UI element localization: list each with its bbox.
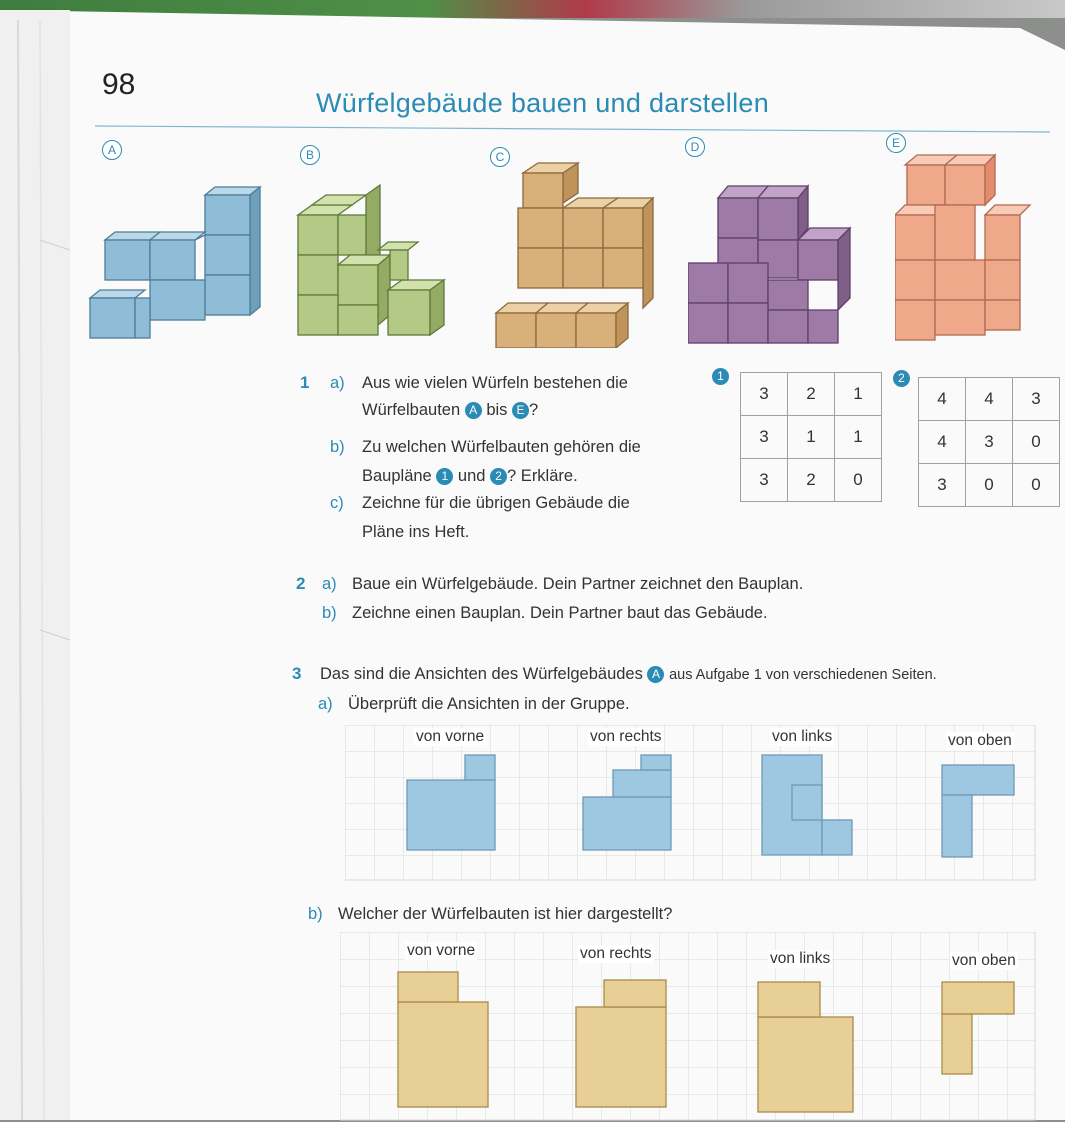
- views-grid-a: [345, 725, 1045, 885]
- task-1-number: 1: [300, 373, 310, 392]
- plan-cell: 3: [966, 421, 1013, 464]
- task-1a-mid: bis: [486, 401, 508, 419]
- view-b-left-label: von links: [770, 950, 831, 967]
- view-b-top-stem: [942, 1014, 972, 1074]
- task-2b-text: Zeichne einen Bauplan. Dein Partner baut das Gebäude.: [352, 604, 768, 622]
- task-1a-pre: Würfelbauten: [362, 401, 461, 419]
- plan-row: [919, 378, 1060, 421]
- plan-cell: 3: [741, 373, 788, 416]
- view-b-front-label: von vorne: [407, 942, 476, 959]
- plan-cell: 2: [788, 459, 835, 502]
- plan-cell: 3: [919, 464, 966, 507]
- view-a-right-top: [613, 770, 671, 797]
- task-1c-mark: c): [330, 494, 344, 512]
- plan-cell: 4: [919, 378, 966, 421]
- view-b-top-label: von oben: [952, 952, 1016, 969]
- building-label-a: A: [102, 140, 122, 160]
- task-3b-text: Welcher der Würfelbauten ist hier dargestellt?: [338, 905, 673, 923]
- views-grid-b: [340, 932, 1040, 1122]
- plan-cell: 0: [966, 464, 1013, 507]
- plan-1-badge: 1: [712, 368, 729, 385]
- ref-a-badge-task3: A: [647, 666, 664, 683]
- cube-building-c: [488, 148, 668, 348]
- plan-row: [919, 464, 1060, 507]
- task-1a-end: ?: [529, 401, 539, 419]
- plan-2-grid: [918, 377, 1060, 507]
- view-b-left-top: [758, 982, 820, 1017]
- view-a-left-step: [822, 820, 852, 855]
- view-b-top-bar: [942, 982, 1014, 1014]
- task-1b-end: ? Erkläre.: [507, 467, 578, 485]
- task-2-number: 2: [296, 574, 306, 593]
- task-1a-line1: Aus wie vielen Würfeln bestehen die: [362, 374, 628, 392]
- view-a-front-label: von vorne: [416, 728, 485, 745]
- ref-a-badge: A: [465, 402, 482, 419]
- task-3-intro-post: aus Aufgabe 1 von verschiedenen Seiten.: [669, 667, 937, 683]
- plan-cell: 0: [1013, 421, 1060, 464]
- plan-cell: 3: [741, 459, 788, 502]
- cube-building-a: [85, 175, 285, 345]
- view-b-front-top: [398, 972, 458, 1002]
- book-page: [0, 10, 1065, 1120]
- plan-cell: 4: [919, 421, 966, 464]
- task-1c-line2: Pläne ins Heft.: [362, 523, 470, 541]
- view-b-right-label: von rechts: [580, 945, 652, 962]
- view-b-left-main: [758, 1017, 853, 1112]
- ref-plan-2-badge: 2: [490, 468, 507, 485]
- view-a-top-shape: [942, 765, 1014, 795]
- page-title: Würfelgebäude bauen und darstellen: [316, 88, 770, 118]
- building-label-e: E: [886, 133, 906, 153]
- task-1b-line1: Zu welchen Würfelbauten gehören die: [362, 438, 641, 456]
- view-b-right-main: [576, 1007, 666, 1107]
- plan-1-grid: [740, 372, 882, 502]
- task-1a-line2: [362, 401, 538, 420]
- plan-cell: 4: [966, 378, 1013, 421]
- plan-cell: 1: [835, 373, 882, 416]
- plan-cell: 2: [788, 373, 835, 416]
- task-3-intro: [320, 665, 937, 684]
- task-1b-mark: b): [330, 438, 345, 456]
- view-a-right-shape: [583, 797, 671, 850]
- view-b-right-top: [604, 980, 666, 1007]
- task-1c-line1: Zeichne für die übrigen Gebäude die: [362, 494, 630, 512]
- view-a-front-shape: [407, 780, 495, 850]
- view-a-top-stem: [942, 795, 972, 857]
- plan-cell: 1: [835, 416, 882, 459]
- view-a-right-top2: [641, 755, 671, 770]
- task-1b-line2: [362, 467, 578, 486]
- plan-row: [741, 459, 882, 502]
- building-label-c: C: [490, 147, 510, 167]
- cube-building-d: [688, 168, 868, 348]
- plan-row: [919, 421, 1060, 464]
- plan-2-badge: 2: [893, 370, 910, 387]
- view-a-left-label: von links: [772, 728, 833, 745]
- view-a-top-label: von oben: [948, 732, 1012, 749]
- task-3a-mark: a): [318, 695, 333, 713]
- view-a-front-top: [465, 755, 495, 780]
- task-1b-mid: und: [457, 467, 486, 485]
- task-1a-mark: a): [330, 374, 345, 392]
- view-b-front-main: [398, 1002, 488, 1107]
- plan-cell: 0: [1013, 464, 1060, 507]
- task-3-intro-pre: Das sind die Ansichten des Würfelgebäudes: [320, 665, 643, 683]
- view-a-right-label: von rechts: [590, 728, 662, 745]
- task-1b-pre: Baupläne: [362, 467, 432, 485]
- building-label-d: D: [685, 137, 705, 157]
- plan-cell: 3: [1013, 378, 1060, 421]
- view-a-left-mid: [792, 785, 822, 820]
- plan-cell: 3: [741, 416, 788, 459]
- title-rule: [0, 120, 1065, 140]
- page-number: 98: [102, 68, 136, 101]
- task-3b-mark: b): [308, 905, 323, 923]
- task-3-number: 3: [292, 664, 302, 683]
- plan-cell: 1: [788, 416, 835, 459]
- plan-row: [741, 373, 882, 416]
- ref-e-badge: E: [512, 402, 529, 419]
- cube-building-b: [290, 180, 470, 350]
- ref-plan-1-badge: 1: [436, 468, 453, 485]
- building-label-b: B: [300, 145, 320, 165]
- task-2a-text: Baue ein Würfelgebäude. Dein Partner zeichnet den Bauplan.: [352, 575, 804, 593]
- plan-cell: 0: [835, 459, 882, 502]
- plan-row: [741, 416, 882, 459]
- cube-building-e: [895, 145, 1035, 345]
- task-2a-mark: a): [322, 575, 337, 593]
- task-2b-mark: b): [322, 604, 337, 622]
- task-3a-text: Überprüft die Ansichten in der Gruppe.: [348, 695, 630, 713]
